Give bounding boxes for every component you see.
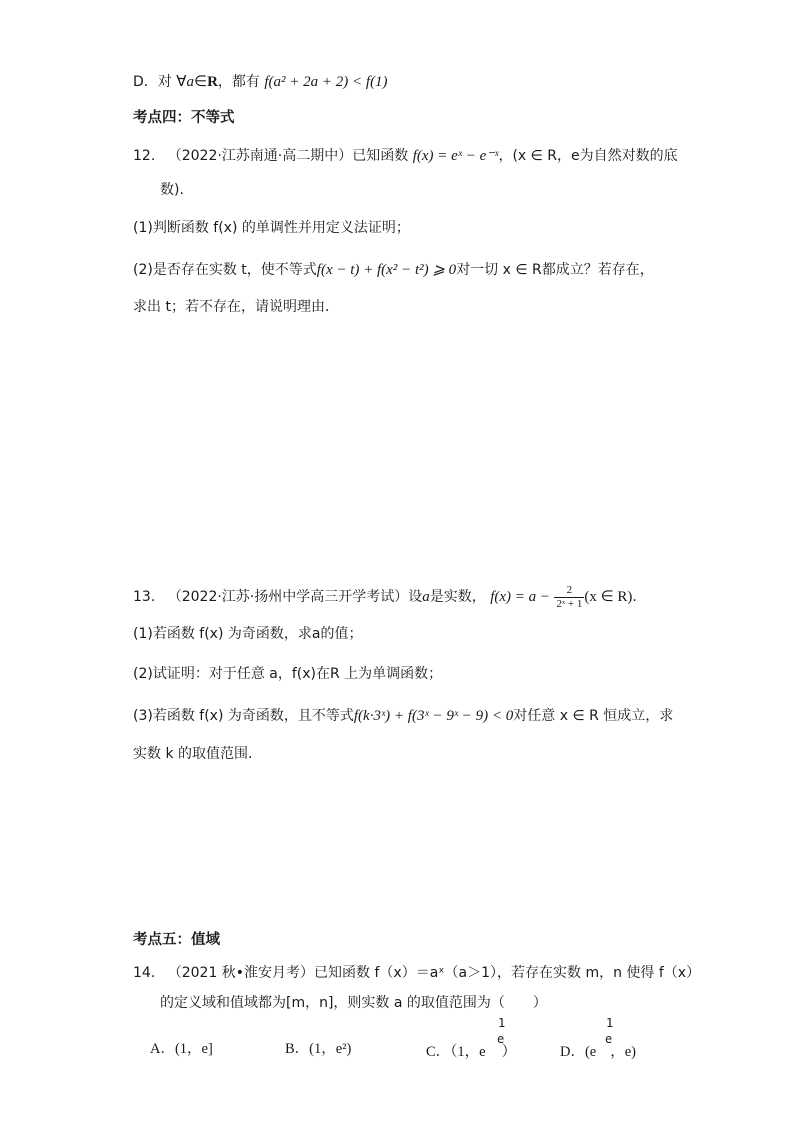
q14-text-line1: （2021 秋•淮安月考）已知函数 f（x）＝aˣ（a＞1），若存在实数 m，n 使得 f（x） [167,965,701,981]
q14-line2: 的定义域和值域都为[m，n]，则实数 a 的取值范围为（ ） [160,995,547,1011]
q12-number: 12. [133,148,156,164]
q13-fraction-denominator: 2ˣ + 1 [556,597,583,610]
q14-number: 14. [133,965,156,981]
option-d-line [133,72,388,92]
option-d-label: D．对 [133,74,172,90]
q12-source: （2022·江苏南通·高二期中）已知函数 [167,148,409,164]
q13-line1 [133,582,637,612]
q12-part2-expression: f(x − t) + f(x² − t²) ⩾ 0 [316,262,457,278]
q12-part1: (1)判断函数 f(x) 的单调性并用定义法证明； [133,220,410,236]
option-d-expression: f(a² + 2a + 2) < f(1) [264,74,388,90]
q13-function-rhs: (x ∈ R) [584,589,633,605]
q14-option-a: A．(1，e] [150,1041,213,1057]
q12-part2-line2: 求出 t；若不存在，请说明理由． [133,299,339,315]
q13-part3-text-b: 对任意 x ∈ R 恒成立，求 [513,708,674,724]
q14-option-c-text: C．（1，e [426,1044,486,1060]
q13-var-a: a [422,589,430,605]
q13-part1: (1)若函数 f(x) 为奇函数，求a的值； [133,626,363,642]
q12-part2-text-a: (2)是否存在实数 t，使不等式 [133,262,317,278]
q13-source: （2022·江苏·扬州中学高三开学考试）设 [167,589,423,605]
q14-option-d [560,1040,636,1061]
q12-part2-text-b: 对一切 x ∈ R都成立？若存在， [456,262,654,278]
section-title-range: 考点五：值域 [133,932,220,948]
q12-line1 [133,146,678,166]
q14-option-d-exp-e: e [605,1032,613,1046]
q14-option-c-end: ） [501,1044,517,1060]
q14-option-b: B．(1，e²) [285,1041,352,1057]
q14-option-d-end: ，e) [610,1044,637,1060]
in-symbol: ∈ [194,74,208,90]
option-d-text: ，都有 [217,74,260,90]
q13-part3-text-a: (3)若函数 f(x) 为奇函数，且不等式 [133,708,354,724]
q14-option-c-exp-e: e [497,1032,505,1046]
q13-fraction [554,584,584,611]
q13-number: 13. [133,589,156,605]
var-a: a [186,74,194,90]
q12-function: f(x) = eˣ − e⁻ˣ [412,148,499,164]
q13-part3-expression: f(k·3ˣ) + f(3ˣ − 9ˣ − 9) < 0 [353,708,514,724]
q14-option-d-exp-one: 1 [606,1016,614,1030]
q12-line2: 数). [160,182,184,198]
q13-part2: (2)试证明：对于任意 a，f(x)在R 上为单调函数； [133,666,443,682]
q14-line1 [133,963,700,983]
q12-tail: ，(x ∈ R，e为自然对数的底 [498,148,678,164]
q13-part3-line1 [133,706,673,726]
section-title-inequality: 考点四：不等式 [133,110,235,126]
q13-fraction-numerator: 2 [554,584,584,598]
q12-part2-line1 [133,260,654,280]
q13-function-lhs: f(x) = a − [490,589,551,605]
q13-part3-line2: 实数 k 的取值范围. [133,746,253,762]
q14-option-d-text: D．(e [560,1044,597,1060]
real-set: R [207,74,218,90]
q13-period: . [632,589,637,605]
forall-symbol: ∀ [176,74,187,90]
q14-option-c-exp-one: 1 [498,1016,506,1030]
q13-source2: 是实数， [429,589,486,605]
